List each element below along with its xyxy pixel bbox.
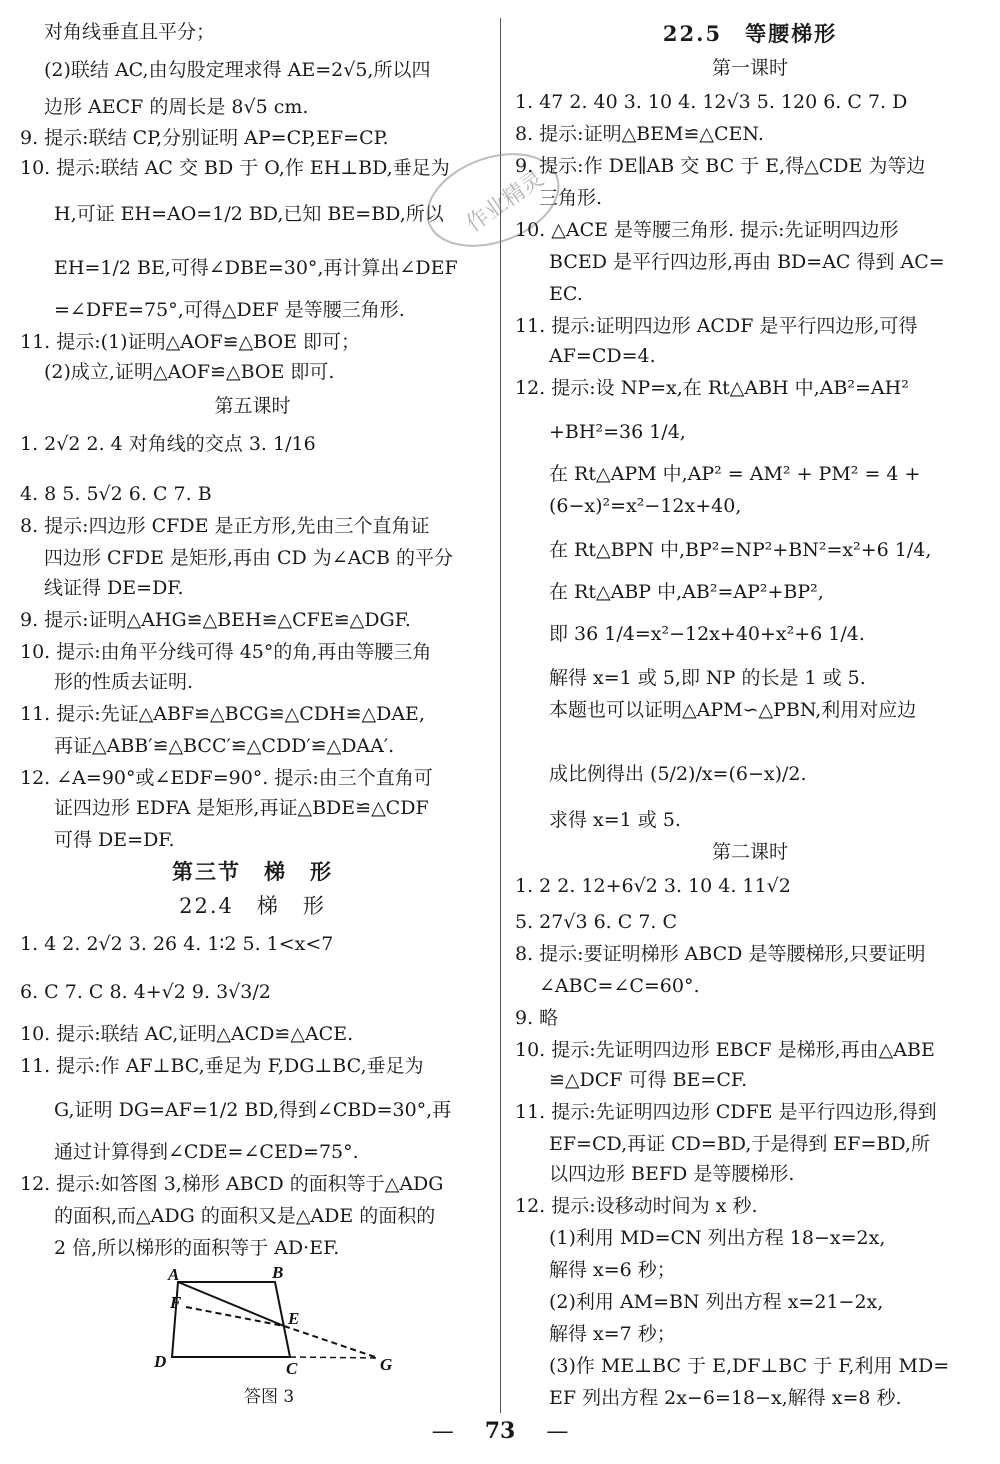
label-D: D [154, 1352, 167, 1371]
label-G: G [380, 1355, 393, 1374]
answer-9: 9. 略 [515, 1007, 559, 1029]
label-B: B [272, 1263, 284, 1282]
footer-dash: — [431, 1419, 454, 1444]
answer-12: 12. 提示:如答图 3,梯形 ABCD 的面积等于△ADG [20, 1173, 444, 1195]
answer-line: 5. 27√3 6. C 7. C [515, 911, 678, 933]
lesson-title: 第一课时 [711, 57, 788, 79]
text-line: AF=CD=4. [549, 345, 656, 367]
text-line: 求得 x=1 或 5. [549, 809, 681, 831]
text-line: EH=1/2 BE,可得∠DBE=30°,再计算出∠DEF [54, 257, 458, 279]
text-line: +BH²=36 1/4, [549, 421, 686, 443]
answer-8: 8. 提示:四边形 CFDE 是正方形,先由三个直角证 [20, 515, 430, 537]
answer-11: 11. 提示:先证明四边形 CDFE 是平行四边形,得到 [515, 1101, 937, 1123]
label-F: F [170, 1293, 182, 1312]
answer-line: 1. 4 2. 2√2 3. 26 4. 1∶2 5. 1<x<7 [20, 933, 334, 955]
label-E: E [288, 1309, 300, 1328]
answer-12: 12. 提示:设移动时间为 x 秒. [515, 1195, 758, 1217]
text-line: (2)利用 AM=BN 列出方程 x=21−2x, [549, 1291, 884, 1313]
figure-caption: 答图 3 [244, 1387, 295, 1407]
text-line: EF 列出方程 2x−6=18−x,解得 x=8 秒. [549, 1387, 902, 1409]
answer-11: 11. 提示:(1)证明△AOF≌△BOE 即可； [20, 331, 360, 353]
text-line: BCED 是平行四边形,再由 BD=AC 得到 AC= [549, 251, 945, 273]
text-line: (2)成立,证明△AOF≌△BOE 即可. [44, 361, 335, 383]
lesson-title: 第五课时 [214, 395, 291, 417]
text-line: G,证明 DG=AF=1/2 BD,得到∠CBD=30°,再 [54, 1099, 452, 1121]
text-line: 形的性质去证明. [54, 671, 194, 693]
text-line: 解得 x=6 秒； [549, 1259, 676, 1281]
page-number: 73 [484, 1418, 516, 1444]
answer-11: 11. 提示:作 AF⊥BC,垂足为 F,DG⊥BC,垂足为 [20, 1055, 424, 1077]
answer-12: 12. ∠A=90°或∠EDF=90°. 提示:由三个直角可 [20, 767, 433, 789]
answer-line: 1. 47 2. 40 3. 10 4. 12√3 5. 120 6. C 7. D [515, 91, 908, 113]
text-line: EC. [549, 283, 583, 305]
label-C: C [286, 1359, 298, 1377]
text-line: 在 Rt△ABP 中,AB²=AP²+BP², [549, 581, 824, 603]
text-line: 证四边形 EDFA 是矩形,再证△BDE≌△CDF [54, 797, 429, 819]
answer-9: 9. 提示:联结 CP,分别证明 AP=CP,EF=CP. [20, 127, 389, 149]
label-A: A [168, 1265, 180, 1284]
text-line: 边形 AECF 的周长是 8√5 cm. [44, 96, 309, 118]
lesson-title: 第二课时 [711, 841, 788, 863]
text-line: EF=CD,再证 CD=BD,于是得到 EF=BD,所 [549, 1133, 930, 1155]
text-line: ≌△DCF 可得 BE=CF. [549, 1069, 748, 1091]
text-line: 以四边形 BEFD 是等腰梯形. [549, 1163, 795, 1185]
text-line: 可得 DE=DF. [54, 829, 175, 851]
answer-12: 12. 提示:设 NP=x,在 Rt△ABH 中,AB²=AH² [515, 377, 909, 399]
trapezoid-figure [150, 1262, 410, 1377]
stamp-text: 作业精灵 [462, 166, 549, 238]
text-line: =∠DFE=75°,可得△DEF 是等腰三角形. [54, 299, 405, 321]
text-line: 的面积,而△ADG 的面积又是△ADE 的面积的 [54, 1205, 436, 1227]
subsection-title: 22.4 梯 形 [179, 894, 326, 918]
text-line: 本题也可以证明△APM∽△PBN,利用对应边 [549, 699, 917, 721]
answer-11: 11. 提示:先证△ABF≌△BCG≌△CDH≌△DAE, [20, 703, 425, 725]
text-line: ∠ABC=∠C=60°. [539, 975, 700, 997]
text-line: 解得 x=1 或 5,即 NP 的长是 1 或 5. [549, 667, 866, 689]
section-title: 第三节 梯 形 [172, 859, 333, 884]
text-line: 线证得 DE=DF. [44, 577, 184, 599]
answer-line: 6. C 7. C 8. 4+√2 9. 3√3/2 [20, 981, 271, 1003]
answer-8: 8. 提示:要证明梯形 ABCD 是等腰梯形,只要证明 [515, 943, 926, 965]
text-line: 即 36 1/4=x²−12x+40+x²+6 1/4. [549, 623, 865, 645]
text-line: 成比例得出 (5/2)/x=(6−x)/2. [549, 763, 807, 785]
answer-9: 9. 提示:作 DE∥AB 交 BC 于 E,得△CDE 为等边 [515, 155, 926, 177]
text-line: (1)利用 MD=CN 列出方程 18−x=2x, [549, 1227, 886, 1249]
answer-8: 8. 提示:证明△BEM≌△CEN. [515, 123, 764, 145]
text-line: (6−x)²=x²−12x+40, [549, 495, 742, 517]
page-footer [0, 1418, 1000, 1444]
answer-line: 4. 8 5. 5√2 6. C 7. B [20, 483, 212, 505]
text-line: H,可证 EH=AO=1/2 BD,已知 BE=BD,所以 [54, 203, 444, 225]
text-line: 通过计算得到∠CDE=∠CED=75°. [54, 1141, 359, 1163]
answer-11: 11. 提示:证明四边形 ACDF 是平行四边形,可得 [515, 315, 918, 337]
text-line: 再证△ABB′≌△BCC′≌△CDD′≌△DAA′. [54, 735, 395, 757]
text-line: 对角线垂直且平分； [44, 21, 216, 43]
answer-line: 1. 2√2 2. 4 对角线的交点 3. 1/16 [20, 433, 316, 455]
footer-dash: — [546, 1419, 569, 1444]
answer-line: 1. 2 2. 12+6√2 3. 10 4. 11√2 [515, 875, 791, 897]
text-line: (2)联结 AC,由勾股定理求得 AE=2√5,所以四 [44, 59, 431, 81]
answer-9: 9. 提示:证明△AHG≌△BEH≌△CFE≌△DGF. [20, 609, 411, 631]
text-line: 在 Rt△BPN 中,BP²=NP²+BN²=x²+6 1/4, [549, 539, 932, 561]
text-line: 在 Rt△APM 中,AP² = AM² + PM² = 4 + [549, 463, 921, 485]
answer-10: 10. 提示:由角平分线可得 45°的角,再由等腰三角 [20, 641, 432, 663]
answer-10: 10. 提示:联结 AC 交 BD 于 O,作 EH⊥BD,垂足为 [20, 157, 450, 179]
answer-10: 10. 提示:先证明四边形 EBCF 是梯形,再由△ABE [515, 1039, 935, 1061]
text-line: 三角形. [539, 187, 603, 209]
answer-10: 10. 提示:联结 AC,证明△ACD≌△ACE. [20, 1023, 354, 1045]
text-line: 四边形 CFDE 是矩形,再由 CD 为∠ACB 的平分 [44, 547, 453, 569]
text-line: 解得 x=7 秒； [549, 1323, 676, 1345]
text-line: 2 倍,所以梯形的面积等于 AD·EF. [54, 1237, 340, 1259]
text-line: (3)作 ME⊥BC 于 E,DF⊥BC 于 F,利用 MD= [549, 1355, 950, 1377]
answer-10: 10. △ACE 是等腰三角形. 提示:先证明四边形 [515, 219, 899, 241]
section-title: 22.5 等腰梯形 [662, 21, 838, 46]
